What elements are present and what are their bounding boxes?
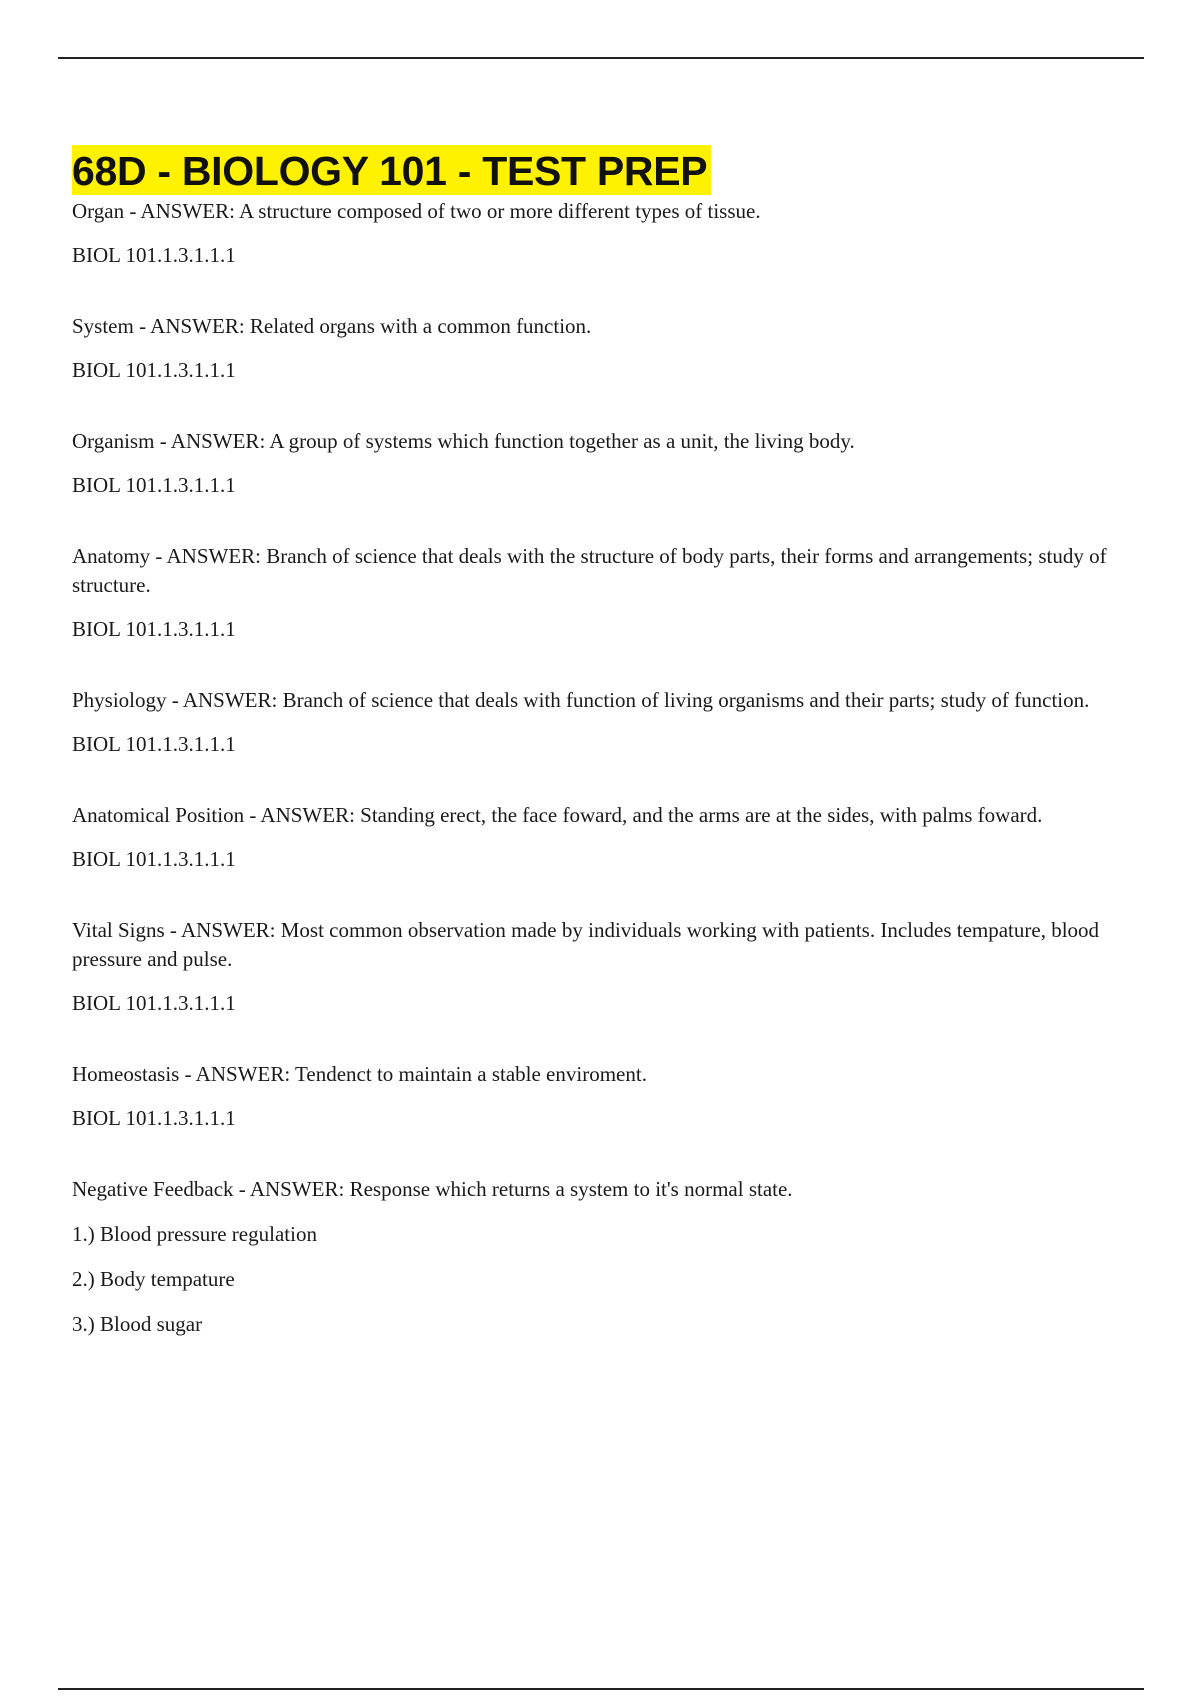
entry-negative-feedback (72, 1175, 1132, 1339)
entry-definition: Physiology - ANSWER: Branch of science that deals with function of living organisms and their parts; study of function. (72, 688, 1090, 712)
entry-definition: Negative Feedback - ANSWER: Response which returns a system to it's normal state. (72, 1177, 793, 1201)
entry-definition: Organism - ANSWER: A group of systems which function together as a unit, the living body. (72, 429, 855, 453)
entry-definition: Anatomical Position - ANSWER: Standing erect, the face foward, and the arms are at the sides, with palms foward. (72, 803, 1043, 827)
entry-organ (72, 197, 1132, 270)
document-body (72, 145, 1132, 1381)
entry-definition: Anatomy - ANSWER: Branch of science that deals with the structure of body parts, their forms and arrangements; study of structure. (72, 544, 1107, 597)
entry-vital-signs (72, 916, 1132, 1018)
entry-course-code: BIOL 101.1.3.1.1.1 (72, 358, 236, 382)
entry-course-code: BIOL 101.1.3.1.1.1 (72, 473, 236, 497)
entry-definition: Vital Signs - ANSWER: Most common observation made by individuals working with patients. Includes tempature, blood pressure and pulse. (72, 918, 1100, 971)
entry-course-code: BIOL 101.1.3.1.1.1 (72, 847, 236, 871)
entry-homeostasis (72, 1060, 1132, 1133)
entry-course-code: BIOL 101.1.3.1.1.1 (72, 1106, 236, 1130)
entry-course-code: BIOL 101.1.3.1.1.1 (72, 243, 236, 267)
entry-course-code: BIOL 101.1.3.1.1.1 (72, 991, 236, 1015)
entry-definition: Homeostasis - ANSWER: Tendenct to maintain a stable enviroment. (72, 1062, 647, 1086)
entry-course-code: BIOL 101.1.3.1.1.1 (72, 732, 236, 756)
entry-physiology (72, 686, 1132, 759)
list-item: 1.) Blood pressure regulation (72, 1222, 317, 1246)
entry-anatomical-position (72, 801, 1132, 874)
bottom-rule (58, 1688, 1144, 1690)
entry-list (72, 197, 1132, 1339)
entry-anatomy (72, 542, 1132, 644)
entry-organism (72, 427, 1132, 500)
entry-system (72, 312, 1132, 385)
document-title: 68D - BIOLOGY 101 - TEST PREP (72, 145, 711, 195)
list-item: 2.) Body tempature (72, 1267, 235, 1291)
entry-definition: System - ANSWER: Related organs with a common function. (72, 314, 592, 338)
entry-course-code: BIOL 101.1.3.1.1.1 (72, 617, 236, 641)
entry-definition: Organ - ANSWER: A structure composed of two or more different types of tissue. (72, 199, 761, 223)
list-item: 3.) Blood sugar (72, 1312, 203, 1336)
top-rule (58, 57, 1144, 59)
